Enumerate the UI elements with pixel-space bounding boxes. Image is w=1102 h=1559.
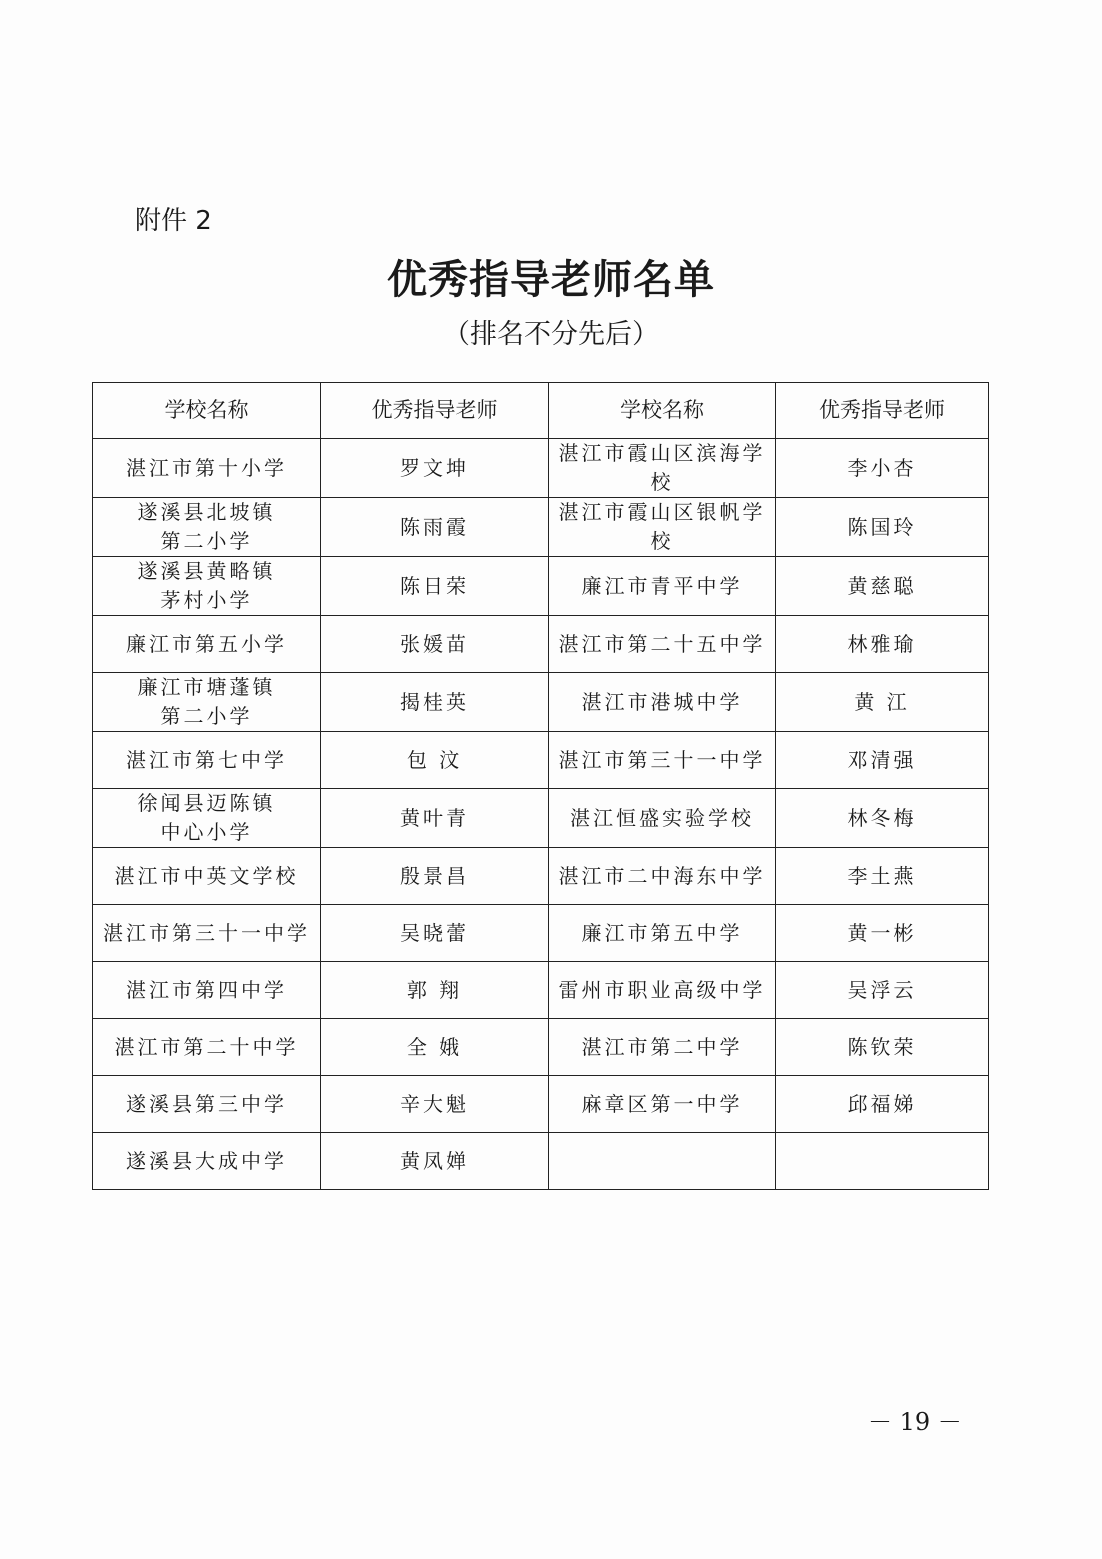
teacher-list-table — [92, 382, 989, 1190]
teacher-name-cell: 吴浮云 — [776, 962, 989, 1019]
teacher-name-cell: 包 汶 — [321, 732, 549, 789]
teacher-name-cell: 揭桂英 — [321, 673, 549, 732]
teacher-name-cell: 林冬梅 — [776, 789, 989, 848]
school-name-cell: 徐闻县迈陈镇 中心小学 — [93, 789, 321, 848]
page-number: － 19 － — [868, 1408, 962, 1436]
teacher-name-cell: 黄凤婵 — [321, 1133, 549, 1190]
teacher-name-cell: 罗文坤 — [321, 439, 549, 498]
teacher-name-cell: 黄 江 — [776, 673, 989, 732]
teacher-name-cell: 邓清强 — [776, 732, 989, 789]
teacher-name-cell: 陈雨霞 — [321, 498, 549, 557]
school-name-cell: 湛江市第二中学 — [549, 1019, 776, 1076]
table-row — [93, 439, 989, 498]
teacher-name-cell: 黄慈聪 — [776, 557, 989, 616]
school-name-cell: 湛江市第二十五中学 — [549, 616, 776, 673]
teacher-name-cell: 郭 翔 — [321, 962, 549, 1019]
school-name-cell: 湛江市二中海东中学 — [549, 848, 776, 905]
teacher-name-cell: 李土燕 — [776, 848, 989, 905]
school-name-cell: 麻章区第一中学 — [549, 1076, 776, 1133]
teacher-name-cell: 全 娥 — [321, 1019, 549, 1076]
table-row — [93, 1133, 989, 1190]
table-row — [93, 557, 989, 616]
teacher-name-cell: 陈日荣 — [321, 557, 549, 616]
attachment-label: 附件 2 — [135, 206, 212, 236]
school-name-cell: 湛江市第十小学 — [93, 439, 321, 498]
school-name-cell: 湛江恒盛实验学校 — [549, 789, 776, 848]
school-name-cell: 廉江市第五中学 — [549, 905, 776, 962]
school-name-cell: 湛江市第二十中学 — [93, 1019, 321, 1076]
table-row — [93, 498, 989, 557]
school-name-cell: 廉江市青平中学 — [549, 557, 776, 616]
teacher-name-cell: 李小杏 — [776, 439, 989, 498]
school-name-cell: 雷州市职业高级中学 — [549, 962, 776, 1019]
school-name-cell: 遂溪县大成中学 — [93, 1133, 321, 1190]
school-name-cell: 湛江市第七中学 — [93, 732, 321, 789]
teacher-name-cell — [776, 1133, 989, 1190]
school-name-cell: 湛江市第三十一中学 — [93, 905, 321, 962]
teacher-name-cell: 邱福娣 — [776, 1076, 989, 1133]
table-row — [93, 1076, 989, 1133]
teacher-name-cell: 辛大魁 — [321, 1076, 549, 1133]
table-row — [93, 1019, 989, 1076]
table-row — [93, 905, 989, 962]
document-title: 优秀指导老师名单 — [387, 256, 715, 303]
school-name-cell: 湛江市中英文学校 — [93, 848, 321, 905]
table-row — [93, 673, 989, 732]
document-subtitle: （排名不分先后） — [443, 319, 659, 350]
school-name-cell: 湛江市霞山区银帆学 校 — [549, 498, 776, 557]
table-row — [93, 789, 989, 848]
table-row — [93, 848, 989, 905]
school-name-cell: 遂溪县黄略镇 茅村小学 — [93, 557, 321, 616]
teacher-name-cell: 陈钦荣 — [776, 1019, 989, 1076]
teacher-name-cell: 吴晓蕾 — [321, 905, 549, 962]
school-name-cell: 遂溪县北坡镇 第二小学 — [93, 498, 321, 557]
school-name-cell: 廉江市塘蓬镇 第二小学 — [93, 673, 321, 732]
table-row — [93, 616, 989, 673]
header-teacher: 优秀指导老师 — [776, 383, 989, 439]
school-name-cell: 廉江市第五小学 — [93, 616, 321, 673]
teacher-name-cell: 黄叶青 — [321, 789, 549, 848]
teacher-name-cell: 林雅瑜 — [776, 616, 989, 673]
teacher-name-cell: 黄一彬 — [776, 905, 989, 962]
school-name-cell: 湛江市第三十一中学 — [549, 732, 776, 789]
table-row — [93, 732, 989, 789]
teacher-name-cell: 陈国玲 — [776, 498, 989, 557]
teacher-name-cell: 殷景昌 — [321, 848, 549, 905]
header-teacher: 优秀指导老师 — [321, 383, 549, 439]
school-name-cell: 湛江市第四中学 — [93, 962, 321, 1019]
header-school-name: 学校名称 — [549, 383, 776, 439]
school-name-cell: 湛江市港城中学 — [549, 673, 776, 732]
table-header-row — [93, 383, 989, 439]
school-name-cell: 遂溪县第三中学 — [93, 1076, 321, 1133]
header-school-name: 学校名称 — [93, 383, 321, 439]
school-name-cell — [549, 1133, 776, 1190]
table-row — [93, 962, 989, 1019]
school-name-cell: 湛江市霞山区滨海学 校 — [549, 439, 776, 498]
teacher-name-cell: 张媛苗 — [321, 616, 549, 673]
